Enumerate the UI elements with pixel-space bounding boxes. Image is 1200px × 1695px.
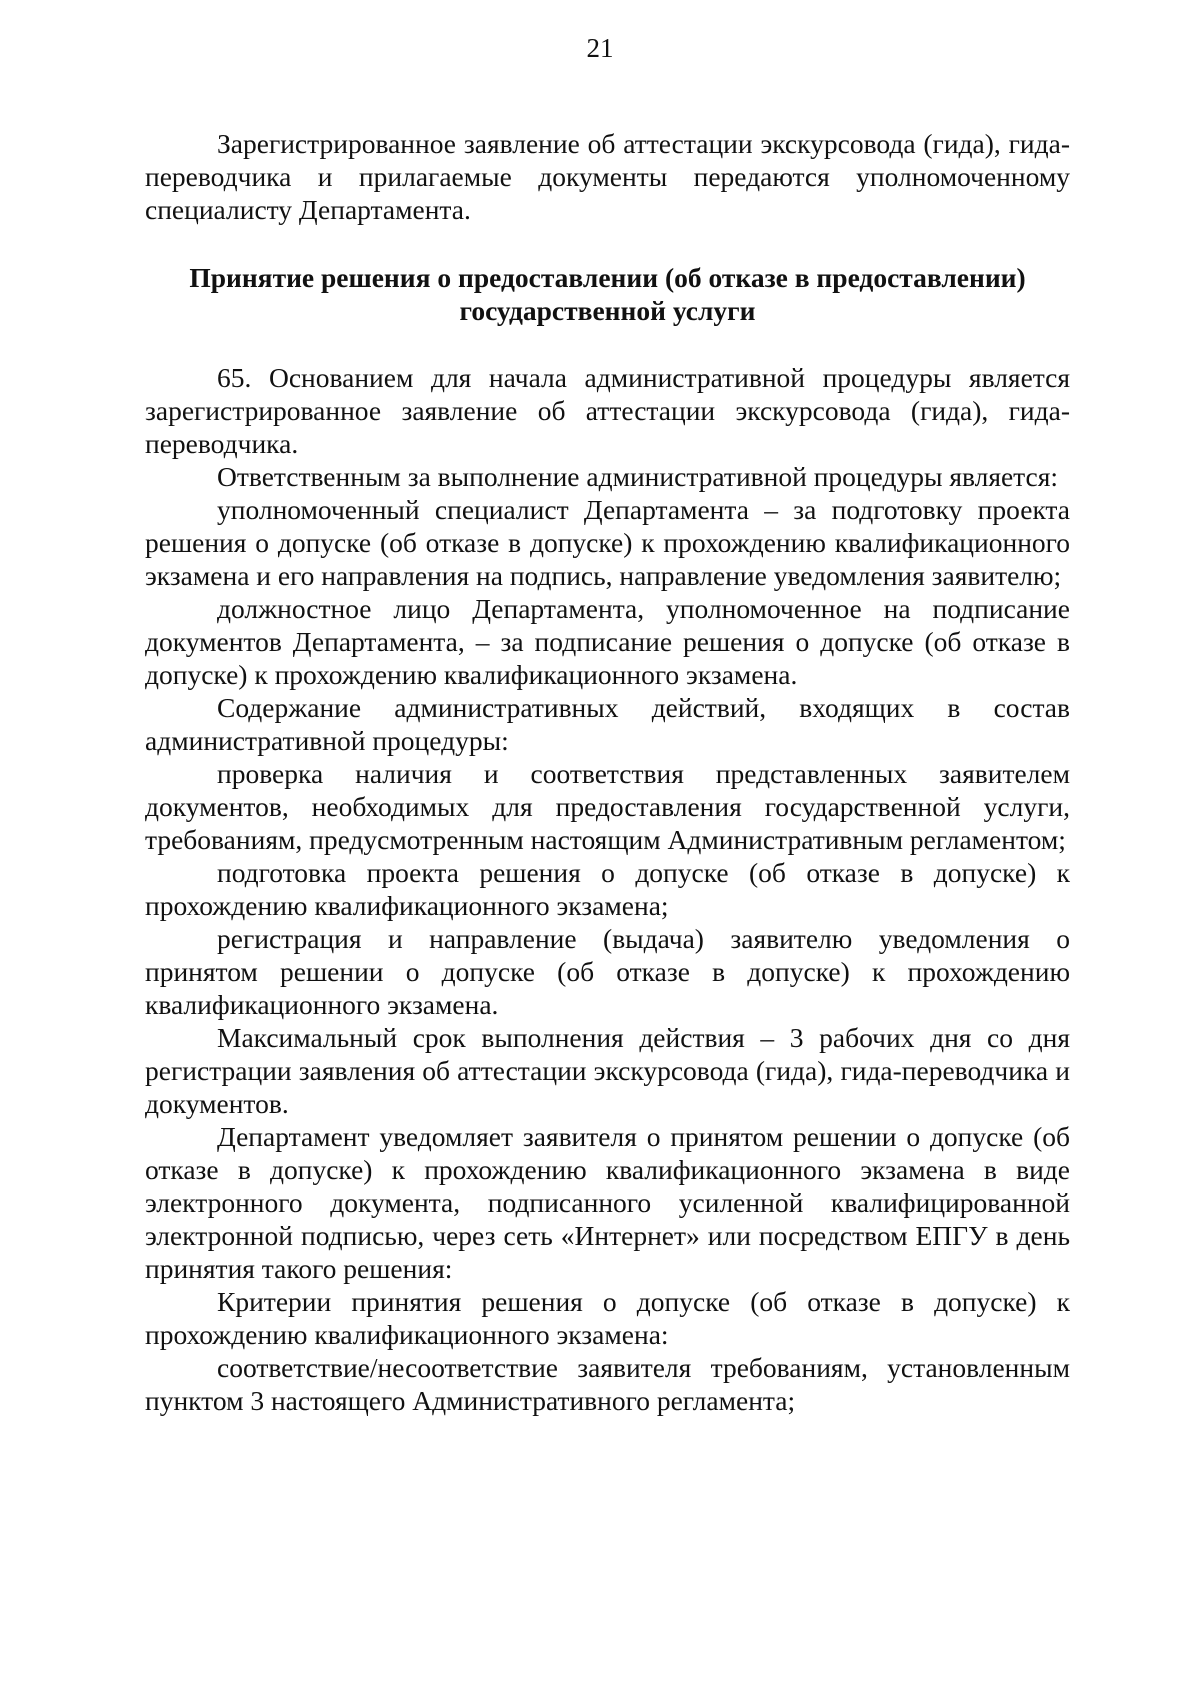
page-number: 21 [586,33,614,63]
paragraph-specialist: уполномоченный специалист Департамента – за подготовку проекта решения о допуске (об отказе в допуске) к прохождению квалификационного экзамена и его направления на подпись, направление уведомления заявителю; [145,494,1070,591]
paragraph-compliance: соответствие/несоответствие заявителя требованиям, установленным пунктом 3 настоящего Административного регламента; [145,1352,1070,1416]
paragraph-preparation: подготовка проекта решения о допуске (об отказе в допуске) к прохождению квалификационного экзамена; [145,857,1070,921]
document-body [145,127,1070,1417]
intro-paragraph: Зарегистрированное заявление об аттестации экскурсовода (гида), гида-переводчика и прилагаемые документы передаются уполномоченному специалисту Департамента. [145,128,1070,225]
paragraph-responsible: Ответственным за выполнение административной процедуры является: [217,461,1059,492]
paragraph-max-term: Максимальный срок выполнения действия – 3 рабочих дня со дня регистрации заявления об аттестации экскурсовода (гида), гида-переводчика и документов. [145,1022,1070,1119]
paragraph-check: проверка наличия и соответствия представленных заявителем документов, необходимых для предоставления государственной услуги, требованиям, предусмотренным настоящим Административным регламентом; [145,758,1070,855]
paragraph-official: должностное лицо Департамента, уполномоченное на подписание документов Департамента, – за подписание решения о допуске (об отказе в допуске) к прохождению квалификационного экзамена. [145,593,1070,690]
section-heading-line-1: Принятие решения о предоставлении (об отказе в предоставлении) [189,262,1026,293]
paragraph-criteria: Критерии принятия решения о допуске (об отказе в допуске) к прохождению квалификационного экзамена: [145,1286,1070,1350]
paragraph-contents: Содержание административных действий, входящих в состав административной процедуры: [145,692,1070,756]
section-heading-line-2: государственной услуги [459,295,756,326]
paragraph-notification: Департамент уведомляет заявителя о принятом решении о допуске (об отказе в допуске) к прохождению квалификационного экзамена в виде электронного документа, подписанного усиленной квалифицированной электронной подписью, через сеть «Интернет» или посредством ЕПГУ в день принятия такого решения: [145,1121,1070,1284]
paragraph-registration: регистрация и направление (выдача) заявителю уведомления о принятом решении о допуске (об отказе в допуске) к прохождению квалификационного экзамена. [145,923,1070,1020]
paragraph-65-basis: 65. Основанием для начала административной процедуры является зарегистрированное заявление об аттестации экскурсовода (гида), гида-переводчика. [145,362,1070,459]
section-heading [145,261,1070,327]
